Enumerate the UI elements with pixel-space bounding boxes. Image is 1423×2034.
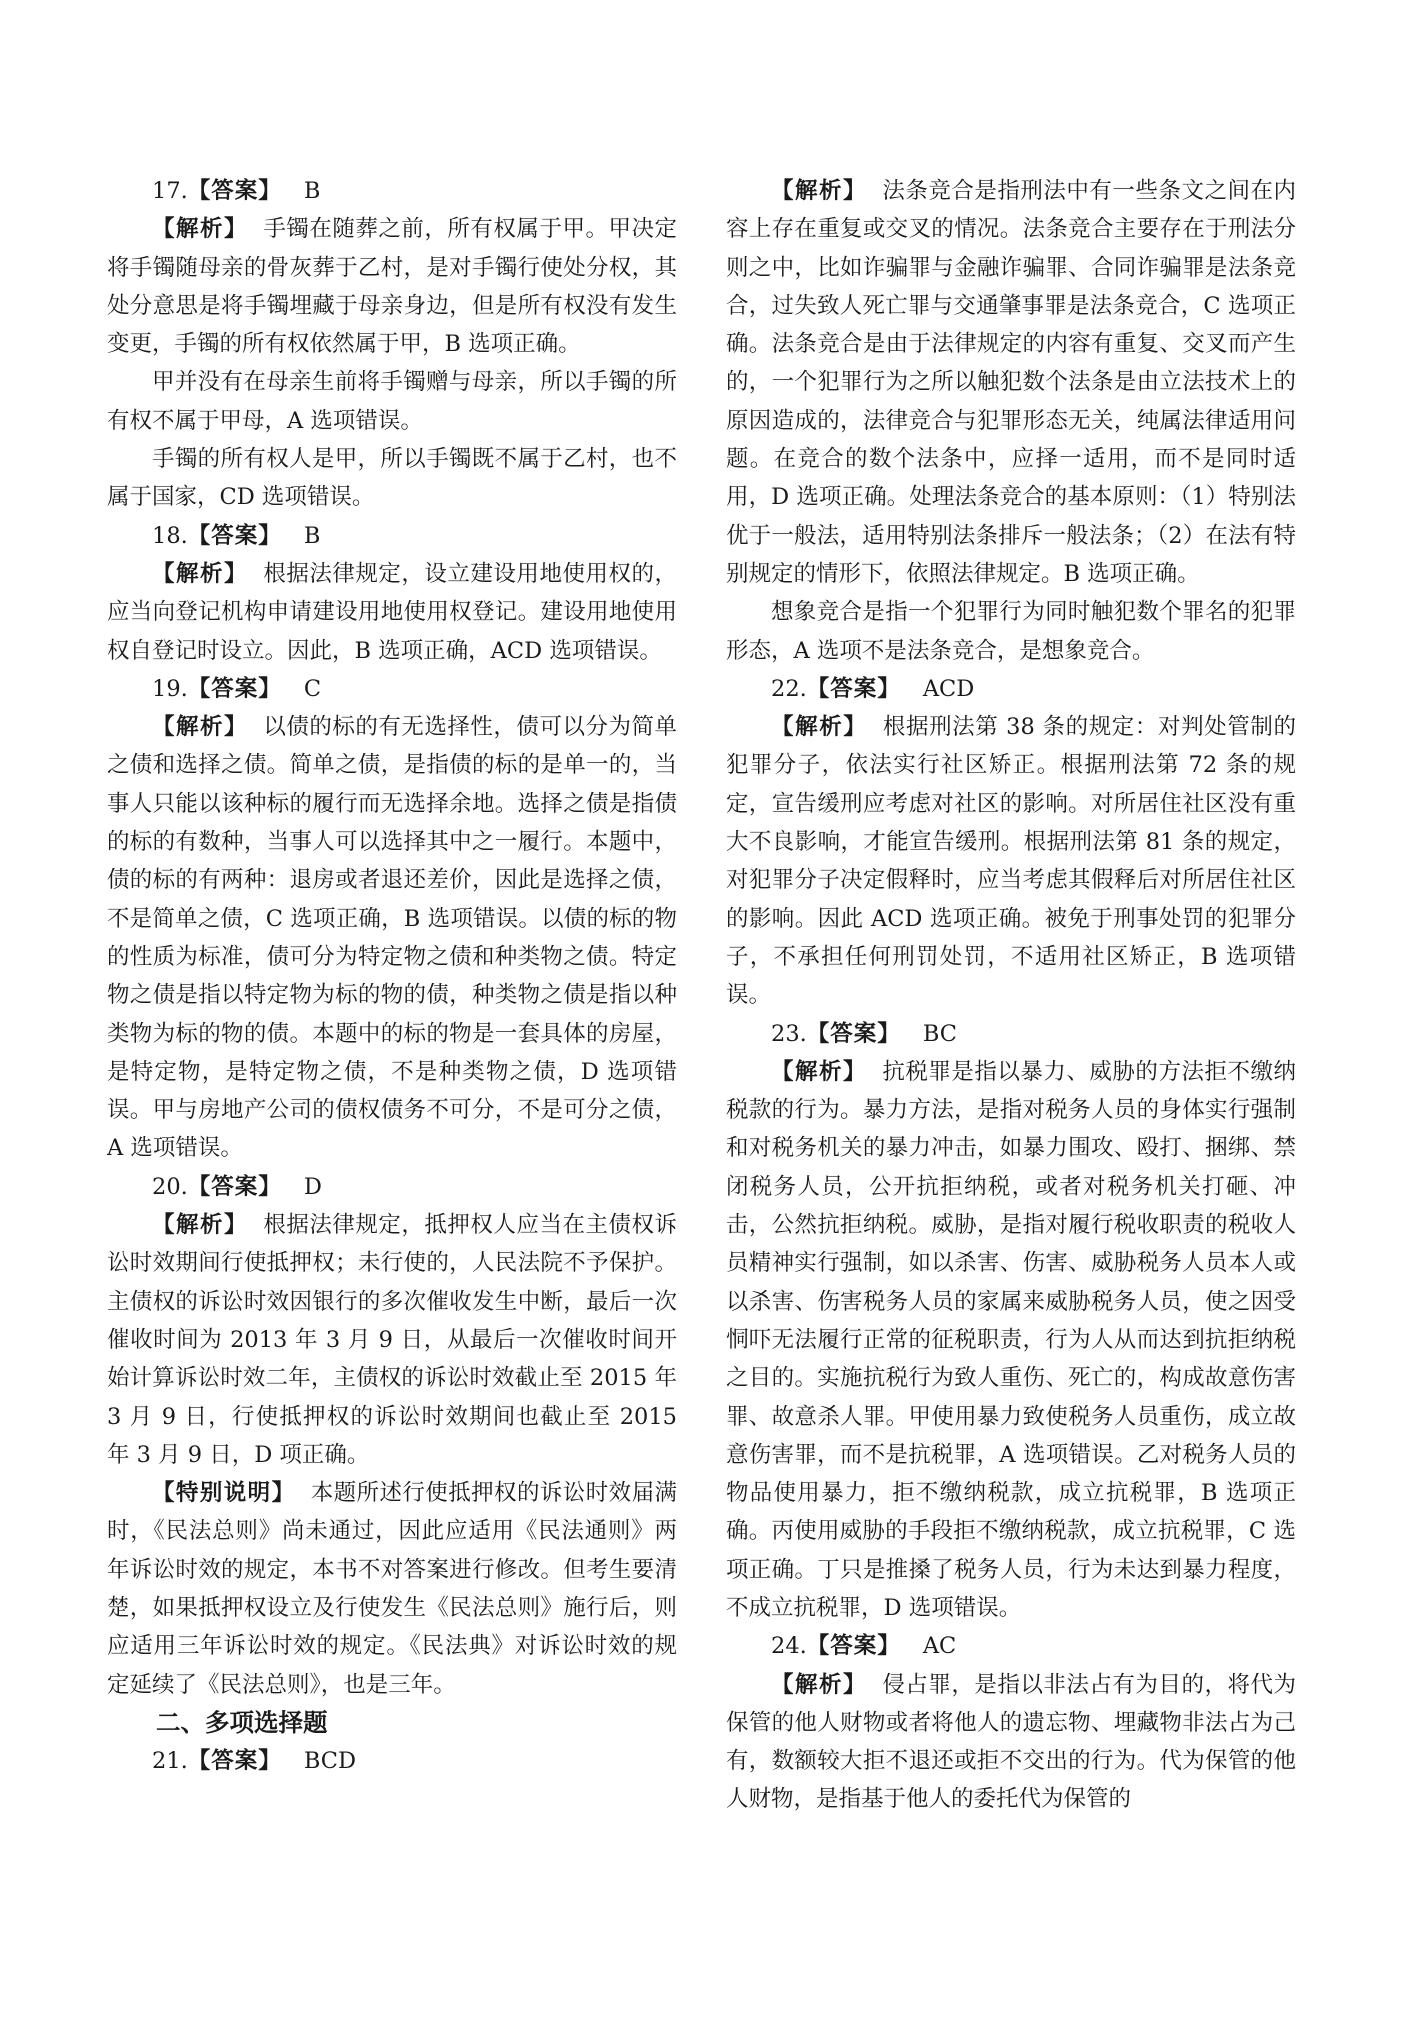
q17-answer: B xyxy=(303,178,321,204)
q17-explanation xyxy=(107,210,677,363)
explanation-tag: 【解析】 xyxy=(771,1671,868,1698)
right-column xyxy=(726,172,1296,1819)
explanation-tag: 【解析】 xyxy=(771,1058,868,1085)
q19-number: 19. xyxy=(152,675,188,702)
explanation-tag: 【解析】 xyxy=(152,1212,249,1239)
q17-paragraph-2: 甲并没有在母亲生前将手镯赠与母亲，所以手镯的所有权不属于甲母，A 选项错误。 xyxy=(107,369,677,434)
answer-tag: 【答案】 xyxy=(187,522,282,549)
q17-explanation-text: 手镯在随葬之前，所有权属于甲。甲决定将手镯随母亲的骨灰葬于乙村，是对手镯行使处分权，其处分意思是将手镯埋藏于母亲身边，但是所有权没有发生变更，手镯的所有权依然属于甲，B 选项正确。 xyxy=(107,216,677,358)
q21-explanation xyxy=(726,172,1296,593)
q21-number: 21. xyxy=(152,1748,188,1775)
explanation-tag: 【解析】 xyxy=(771,714,868,741)
q20-special-note-text: 本题所述行使抵押权的诉讼时效届满时，《民法总则》尚未通过，因此应适用《民法通则》两年诉讼时效的规定，本书不对答案进行修改。但考生要清楚，如果抵押权设立及行使发生《民法总则》施行后，则应适用三年诉讼时效的规定。《民法典》对诉讼时效的规定延续了《民法总则》，也是三年。 xyxy=(107,1480,677,1698)
q22-explanation xyxy=(726,708,1296,1014)
q21-paragraph-2: 想象竞合是指一个犯罪行为同时触犯数个罪名的犯罪形态，A 选项不是法条竞合，是想象竞合。 xyxy=(726,599,1296,664)
q23-number: 23. xyxy=(771,1020,807,1047)
q20-answer-line xyxy=(107,1168,677,1206)
q21-answer-line xyxy=(107,1742,677,1780)
q24-answer: AC xyxy=(922,1633,957,1660)
q22-answer: ACD xyxy=(922,675,975,702)
q20-number: 20. xyxy=(152,1173,188,1200)
q17-number: 17. xyxy=(152,178,188,204)
q19-explanation xyxy=(107,708,677,1168)
q18-answer-line xyxy=(107,517,677,555)
answer-tag: 【答案】 xyxy=(187,178,282,204)
q19-answer-line xyxy=(107,670,677,708)
special-note-tag: 【特别说明】 xyxy=(152,1480,296,1507)
answer-tag: 【答案】 xyxy=(187,675,282,702)
q18-explanation xyxy=(107,555,677,670)
answer-tag: 【答案】 xyxy=(806,675,901,702)
q19-answer: C xyxy=(303,675,322,702)
section-heading-multiple-choice: 二、多项选择题 xyxy=(156,1707,328,1737)
q23-explanation xyxy=(726,1053,1296,1627)
q20-answer: D xyxy=(303,1173,322,1200)
explanation-tag: 【解析】 xyxy=(152,560,249,587)
q20-special-note xyxy=(107,1474,677,1704)
q24-explanation xyxy=(726,1666,1296,1819)
q23-answer: BC xyxy=(922,1020,957,1047)
q24-number: 24. xyxy=(771,1633,807,1660)
q22-answer-line xyxy=(726,670,1296,708)
answer-tag: 【答案】 xyxy=(187,1748,282,1775)
q17-answer-line xyxy=(107,172,677,210)
q23-explanation-text: 抗税罪是指以暴力、威胁的方法拒不缴纳税款的行为。暴力方法，是指对税务人员的身体实行强制和对税务机关的暴力冲击，如暴力围攻、殴打、捆绑、禁闭税务人员，公开抗拒纳税，或者对税务机关打砸、冲击，公然抗拒纳税。威胁，是指对履行税收职责的税收人员精神实行强制，如以杀害、伤害、威胁税务人员本人或以杀害、伤害税务人员的家属来威胁税务人员，使之因受恫吓无法履行正常的征税职责，行为人从而达到抗拒纳税之目的。实施抗税行为致人重伤、死亡的，构成故意伤害罪、故意杀人罪。甲使用暴力致使税务人员重伤，成立故意伤害罪，而不是抗税罪，A 选项错误。乙对税务人员的物品使用暴力，拒不缴纳税款，成立抗税罪，B 选项正确。丙使用威胁的手段拒不缴纳税款，成立抗税罪，C 选项正确。丁只是推搡了税务人员，行为未达到暴力程度，不成立抗税罪，D 选项错误。 xyxy=(726,1058,1296,1621)
q18-number: 18. xyxy=(152,522,188,549)
q21-explanation-text: 法条竞合是指刑法中有一些条文之间在内容上存在重复或交叉的情况。法条竞合主要存在于刑法分则之中，比如诈骗罪与金融诈骗罪、合同诈骗罪是法条竞合，过失致人死亡罪与交通肇事罪是法条竞合，C 选项正确。法条竞合是由于法律规定的内容有重复、交叉而产生的，一个犯罪行为之所以触犯数个法条是由立法技术上的原因造成的，法律竞合与犯罪形态无关，纯属法律适用问题。在竞合的数个法条中，应择一适用，而不是同时适用，D 选项正确。处理法条竞合的基本原则：（1）特别法优于一般法，适用特别法条排斥一般法条；（2）在法有特别规定的情形下，依照法律规定。B 选项正确。 xyxy=(726,178,1296,587)
q24-answer-line xyxy=(726,1627,1296,1665)
q22-explanation-text: 根据刑法第 38 条的规定：对判处管制的犯罪分子，依法实行社区矫正。根据刑法第 72 条的规定，宣告缓刑应考虑对社区的影响。对所居住社区没有重大不良影响，才能宣告缓刑。根据刑法第 81 条的规定，对犯罪分子决定假释时，应当考虑其假释后对所居住社区的影响。因此 ACD 选项正确。被免于刑事处罚的犯罪分子，不承担任何刑罚处罚，不适用社区矫正，B 选项错误。 xyxy=(726,714,1296,1009)
q17-paragraph-3: 手镯的所有权人是甲，所以手镯既不属于乙村，也不属于国家，CD 选项错误。 xyxy=(107,446,677,511)
q21-answer: BCD xyxy=(303,1748,357,1775)
explanation-tag: 【解析】 xyxy=(152,216,249,243)
q20-explanation xyxy=(107,1206,677,1474)
q23-answer-line xyxy=(726,1015,1296,1053)
q22-number: 22. xyxy=(771,675,807,702)
q19-explanation-text: 以债的标的有无选择性，债可以分为简单之债和选择之债。简单之债，是指债的标的是单一的，当事人只能以该种标的履行而无选择余地。选择之债是指债的标的有数种，当事人可以选择其中之一履行。本题中，债的标的有两种：退房或者退还差价，因此是选择之债，不是简单之债，C 选项正确，B 选项错误。以债的标的物的性质为标准，债可分为特定物之债和种类物之债。特定物之债是指以特定物为标的物的债，种类物之债是指以种类物为标的物的债。本题中的标的物是一套具体的房屋，是特定物，是特定物之债，不是种类物之债，D 选项错误。甲与房地产公司的债权债务不可分，不是可分之债，A 选项错误。 xyxy=(107,714,677,1162)
answer-tag: 【答案】 xyxy=(187,1173,282,1200)
answer-tag: 【答案】 xyxy=(806,1020,901,1047)
q18-answer: B xyxy=(303,522,321,549)
left-column xyxy=(107,172,677,1780)
q18-explanation-text: 根据法律规定，设立建设用地使用权的，应当向登记机构申请建设用地使用权登记。建设用地使用权自登记时设立。因此，B 选项正确，ACD 选项错误。 xyxy=(107,560,677,664)
explanation-tag: 【解析】 xyxy=(771,178,868,204)
answer-tag: 【答案】 xyxy=(806,1633,901,1660)
explanation-tag: 【解析】 xyxy=(152,714,249,741)
q24-explanation-text: 侵占罪，是指以非法占有为目的，将代为保管的他人财物或者将他人的遗忘物、埋藏物非法占为己有，数额较大拒不退还或拒不交出的行为。代为保管的他人财物，是指基于他人的委托代为保管的 xyxy=(726,1671,1296,1813)
q20-explanation-text: 根据法律规定，抵押权人应当在主债权诉讼时效期间行使抵押权；未行使的，人民法院不予保护。主债权的诉讼时效因银行的多次催收发生中断，最后一次催收时间为 2013 年 3 月 9 日，从最后一次催收时间开始计算诉讼时效二年，主债权的诉讼时效截止至 2015 年 3 月 9 日，行使抵押权的诉讼时效期间也截止至 2015 年 3 月 9 日，D 项正确。 xyxy=(107,1212,677,1468)
